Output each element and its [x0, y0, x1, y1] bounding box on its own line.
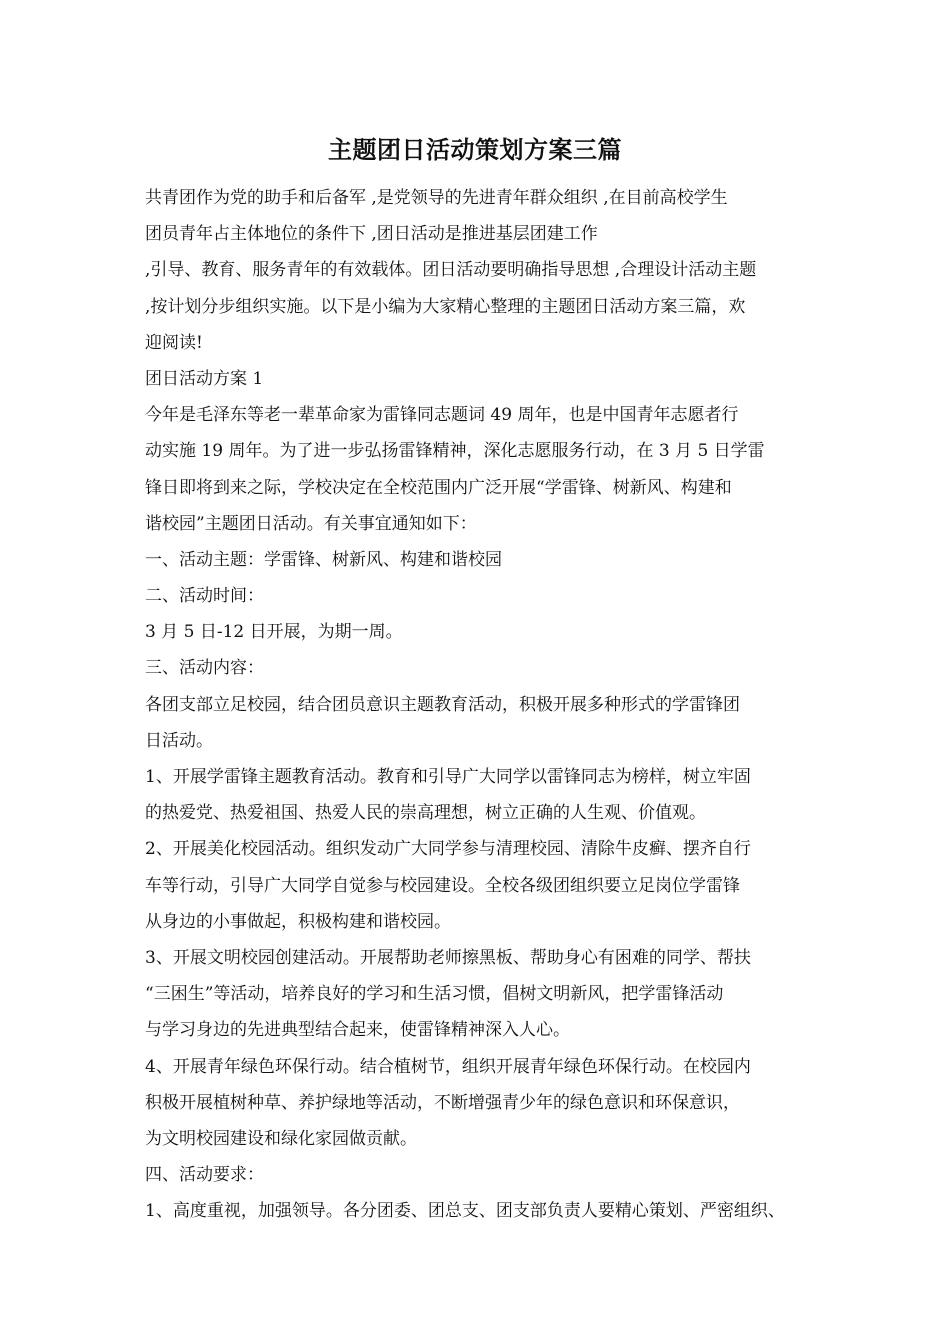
text-line: 今年是毛泽东等老一辈革命家为雷锋同志题词 49 周年，也是中国青年志愿者行: [145, 405, 739, 426]
text-line: 积极开展植树种草、养护绿地等活动，不断增强青少年的绿色意识和环保意识，: [145, 1092, 740, 1113]
text-line: 动实施 19 周年。为了进一步弘扬雷锋精神，深化志愿服务行动，在 3 月 5 日学雷: [145, 441, 765, 462]
section-heading: 团日活动方案 1: [145, 368, 264, 389]
text-line: “三困生”等活动，培养良好的学习和生活习惯，倡树文明新风，把学雷锋活动: [145, 984, 724, 1005]
text-line: 4、开展青年绿色环保行动。结合植树节，组织开展青年绿色环保行动。在校园内: [145, 1056, 751, 1077]
text-line: 从身边的小事做起，积极构建和谐校园。: [145, 911, 451, 932]
text-line: 为文明校园建设和绿化家园做贡献。: [145, 1128, 417, 1149]
text-line: 一、活动主题：学雷锋、树新风、构建和谐校园: [145, 549, 502, 570]
document-body: [145, 180, 810, 1229]
text-line: 车等行动，引导广大同学自觉参与校园建设。全校各级团组织要立足岗位学雷锋: [145, 875, 740, 896]
document-title: 主题团日活动策划方案三篇: [328, 135, 622, 164]
text-line: 2、开展美化校园活动。组织发动广大同学参与清理校园、清除牛皮癣、摆齐自行: [145, 839, 751, 860]
text-line: 二、活动时间：: [145, 586, 264, 607]
text-line: 的热爱党、热爱祖国、热爱人民的崇高理想，树立正确的人生观、价值观。: [145, 803, 706, 824]
text-line: 日活动。: [145, 730, 213, 751]
text-line: 三、活动内容：: [145, 658, 264, 679]
text-line: 共青团作为党的助手和后备军 ,是党领导的先进青年群众组织 ,在目前高校学生: [145, 188, 728, 208]
text-line: 锋日即将到来之际，学校决定在全校范围内广泛开展“学雷锋、树新风、构建和: [145, 477, 732, 498]
text-line: 四、活动要求：: [145, 1165, 264, 1186]
text-line: 迎阅读!: [145, 332, 203, 353]
text-line: 1、开展学雷锋主题教育活动。教育和引导广大同学以雷锋同志为榜样，树立牢固: [145, 767, 751, 787]
text-line: ,按计划分步组织实施。以下是小编为大家精心整理的主题团日活动方案三篇，欢: [145, 296, 746, 317]
text-line: 团员青年占主体地位的条件下 ,团日活动是推进基层团建工作: [145, 224, 598, 245]
text-line: 1、高度重视，加强领导。各分团委、团总支、团支部负责人要精心策划、严密组织、: [145, 1201, 785, 1222]
text-line: 谐校园”主题团日活动。有关事宜通知如下：: [145, 513, 477, 534]
text-line: 3 月 5 日-12 日开展，为期一周。: [145, 622, 403, 643]
text-line: 各团支部立足校园，结合团员意识主题教育活动，积极开展多种形式的学雷锋团: [145, 694, 740, 715]
text-line: 与学习身边的先进典型结合起来，使雷锋精神深入人心。: [145, 1020, 570, 1041]
text-line: 3、开展文明校园创建活动。开展帮助老师擦黑板、帮助身心有困难的同学、帮扶: [145, 947, 751, 968]
text-line: ,引导、教育、服务青年的有效载体。团日活动要明确指导思想 ,合理设计活动主题: [145, 260, 757, 281]
